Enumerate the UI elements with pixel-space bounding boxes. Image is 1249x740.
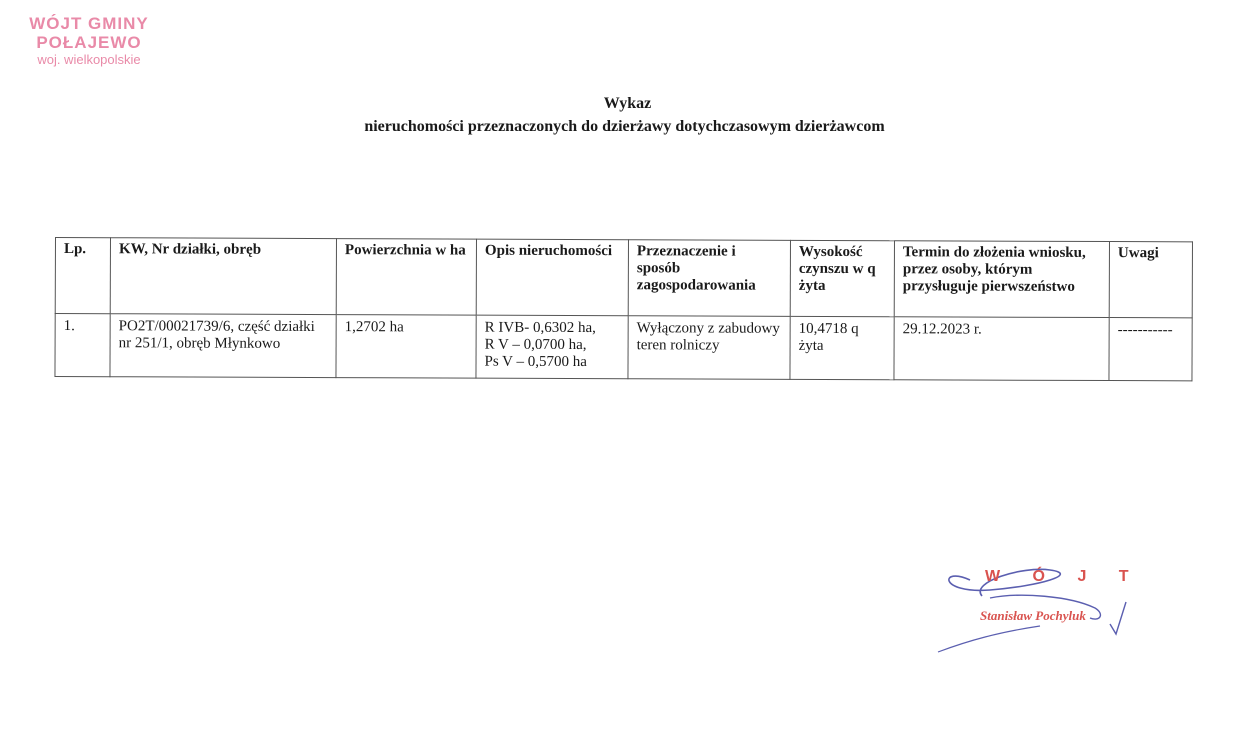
- stamp-line-municipality: POŁAJEWO: [36, 33, 142, 52]
- header-area: Powierzchnia w ha: [336, 239, 476, 316]
- header-deadline: Termin do złożenia wniosku, przez osoby, którym przysługuje pierwszeństwo: [894, 241, 1109, 318]
- cell-purpose: Wyłączony z zabudowy teren rolniczy: [628, 316, 790, 380]
- header-description: Opis nieruchomości: [476, 239, 628, 316]
- table-header-row: [55, 238, 1192, 318]
- signature-stamp: [930, 560, 1150, 660]
- header-lp: Lp.: [55, 238, 110, 314]
- header-notes: Uwagi: [1109, 242, 1192, 318]
- stamp-line-office: WÓJT GMINY: [29, 14, 149, 33]
- description-line: R V – 0,0700 ha,: [484, 336, 587, 354]
- signature-name: Stanisław Pochyluk: [980, 608, 1086, 623]
- document-title: [0, 92, 1249, 138]
- table-row: [55, 314, 1192, 381]
- header-purpose: Przeznaczenie i sposób zagospodarowania: [628, 240, 790, 317]
- header-kw: KW, Nr działki, obręb: [110, 238, 336, 315]
- description-line: Ps V – 0,5700 ha: [484, 353, 587, 371]
- title-heading: Wykaz: [603, 95, 652, 112]
- cell-area: 1,2702 ha: [336, 315, 476, 379]
- cell-rent: 10,4718 q żyta: [790, 316, 894, 379]
- cell-description: [476, 315, 628, 379]
- header-rent: Wysokość czynszu w q żyta: [790, 240, 894, 316]
- cell-lp: 1.: [55, 314, 110, 377]
- title-subheading: nieruchomości przeznaczonych do dzierżawy dotychczasowym dzierżawcom: [364, 118, 885, 135]
- signature-title: W Ó J T: [985, 568, 1143, 585]
- office-stamp: [14, 14, 164, 68]
- cell-notes: -----------: [1109, 318, 1192, 381]
- stamp-line-voivodeship: woj. wielkopolskie: [37, 52, 141, 67]
- cell-kw: PO2T/00021739/6, część działki nr 251/1, obręb Młynkowo: [110, 314, 336, 378]
- cell-deadline: 29.12.2023 r.: [894, 317, 1109, 381]
- description-line: R IVB- 0,6302 ha,: [484, 319, 596, 337]
- property-lease-table: [54, 237, 1193, 381]
